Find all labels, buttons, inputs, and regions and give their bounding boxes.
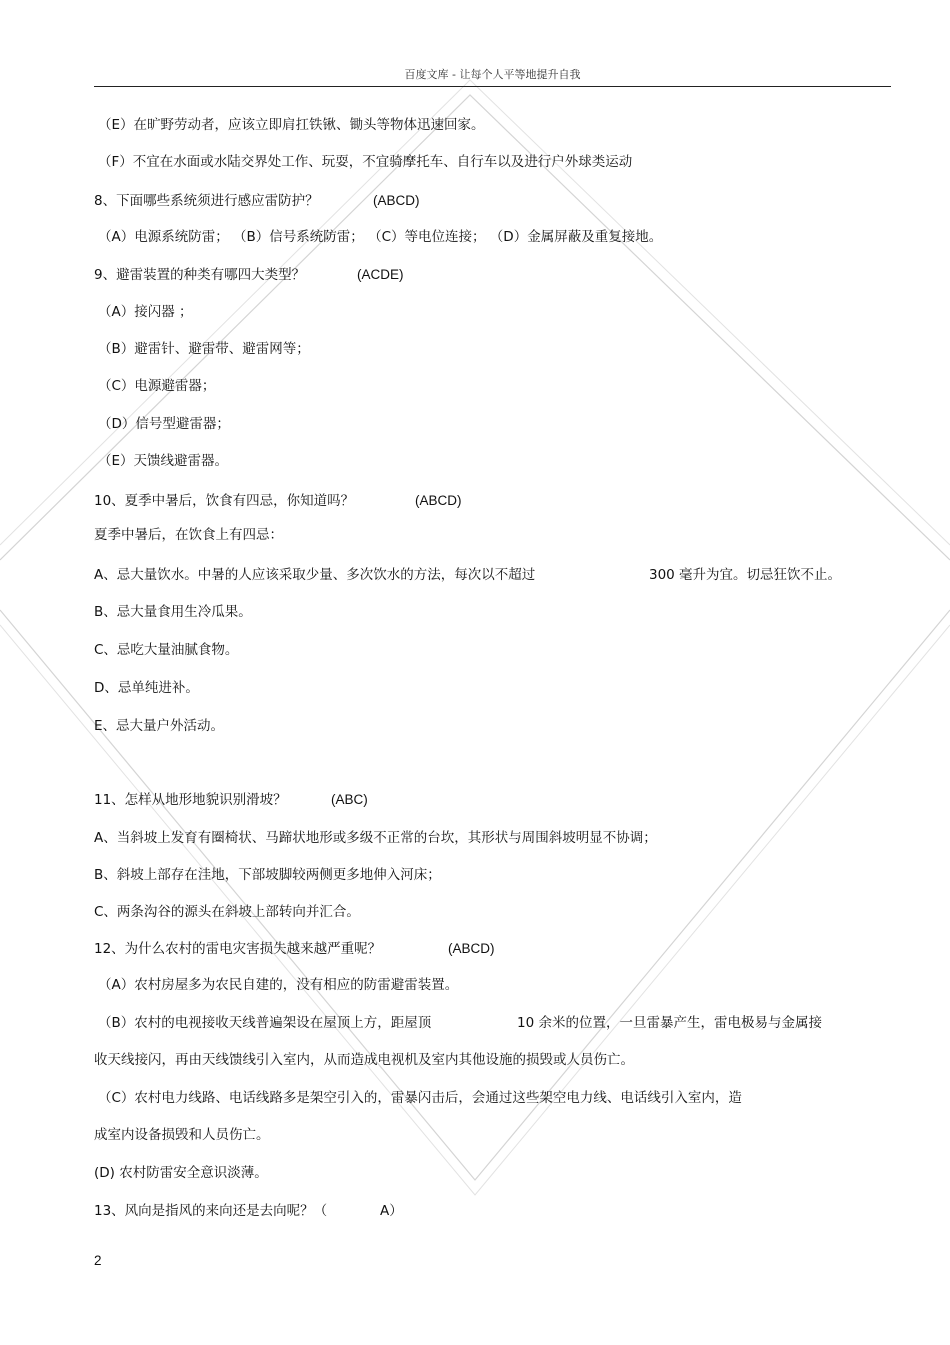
page-header: 百度文库 - 让每个人平等地提升自我: [404, 68, 581, 81]
text-line: （E）天馈线避雷器。: [98, 453, 229, 469]
text-line: D、忌单纯进补。: [94, 680, 199, 696]
text-line: 夏季中暑后，在饮食上有四忌：: [94, 527, 283, 543]
answer-13: A）: [380, 1203, 403, 1219]
text-line: 10 余米的位置，一旦雷暴产生，雷电极易与金属接: [517, 1015, 822, 1031]
text-line: （C）农村电力线路、电话线路多是架空引入的，雷暴闪击后，会通过这些架空电力线、电话线引入室内，造: [98, 1090, 742, 1106]
text-line: （E）在旷野劳动者，应该立即肩扛铁锹、锄头等物体迅速回家。: [98, 117, 485, 133]
text-line: A、忌大量饮水。中暑的人应该采取少量、多次饮水的方法，每次以不超过: [94, 567, 536, 583]
header-rule: [94, 86, 891, 87]
text-line: （A）农村房屋多为农民自建的，没有相应的防雷避雷装置。: [98, 977, 459, 993]
text-line: C、两条沟谷的源头在斜坡上部转向并汇合。: [94, 904, 360, 920]
text-line: B、斜坡上部存在洼地，下部坡脚较两侧更多地伸入河床；: [94, 867, 441, 883]
text-line: （B）避雷针、避雷带、避雷网等；: [98, 341, 310, 357]
question-13: 13、风向是指风的来向还是去向呢？（: [94, 1203, 328, 1219]
page-number: 2: [94, 1253, 102, 1268]
text-line: （C）电源避雷器；: [98, 378, 216, 394]
text-line: （A）接闪器 ；: [98, 304, 193, 320]
text-line: A、当斜坡上发育有圈椅状、马蹄状地形或多级不正常的台坎，其形状与周围斜坡明显不协调；: [94, 830, 657, 846]
text-line: B、忌大量食用生冷瓜果。: [94, 604, 252, 620]
text-line: (D) 农村防雷安全意识淡薄。: [94, 1165, 268, 1181]
text-line: E、忌大量户外活动。: [94, 718, 225, 734]
question-10: 10、夏季中暑后，饮食有四忌，你知道吗？: [94, 493, 355, 509]
text-line: （F）不宜在水面或水陆交界处工作、玩耍，不宜骑摩托车、自行车以及进行户外球类运动: [98, 154, 633, 170]
question-11: 11、怎样从地形地貌识别滑坡？: [94, 792, 287, 808]
answer-12: (ABCD): [448, 941, 495, 956]
question-8: 8、下面哪些系统须进行感应雷防护？: [94, 193, 319, 209]
text-line: （A）电源系统防雷； （B）信号系统防雷； （C）等电位连接； （D）金属屏蔽及重复接地。: [98, 229, 663, 245]
answer-10: (ABCD): [415, 493, 462, 508]
text-line: 成室内设备损毁和人员伤亡。: [94, 1127, 270, 1143]
question-9: 9、避雷装置的种类有哪四大类型？: [94, 267, 306, 283]
answer-8: (ABCD): [373, 193, 420, 208]
text-line: C、忌吃大量油腻食物。: [94, 642, 239, 658]
question-12: 12、为什么农村的雷电灾害损失越来越严重呢？: [94, 941, 382, 957]
text-line: （D）信号型避雷器；: [98, 416, 230, 432]
answer-11: (ABC): [331, 792, 368, 807]
text-line: （B）农村的电视接收天线普遍架设在屋顶上方，距屋顶: [98, 1015, 432, 1031]
text-line: 300 毫升为宜。切忌狂饮不止。: [649, 567, 842, 583]
text-line: 收天线接闪，再由天线馈线引入室内，从而造成电视机及室内其他设施的损毁或人员伤亡。: [94, 1052, 634, 1068]
answer-9: (ACDE): [357, 267, 404, 282]
